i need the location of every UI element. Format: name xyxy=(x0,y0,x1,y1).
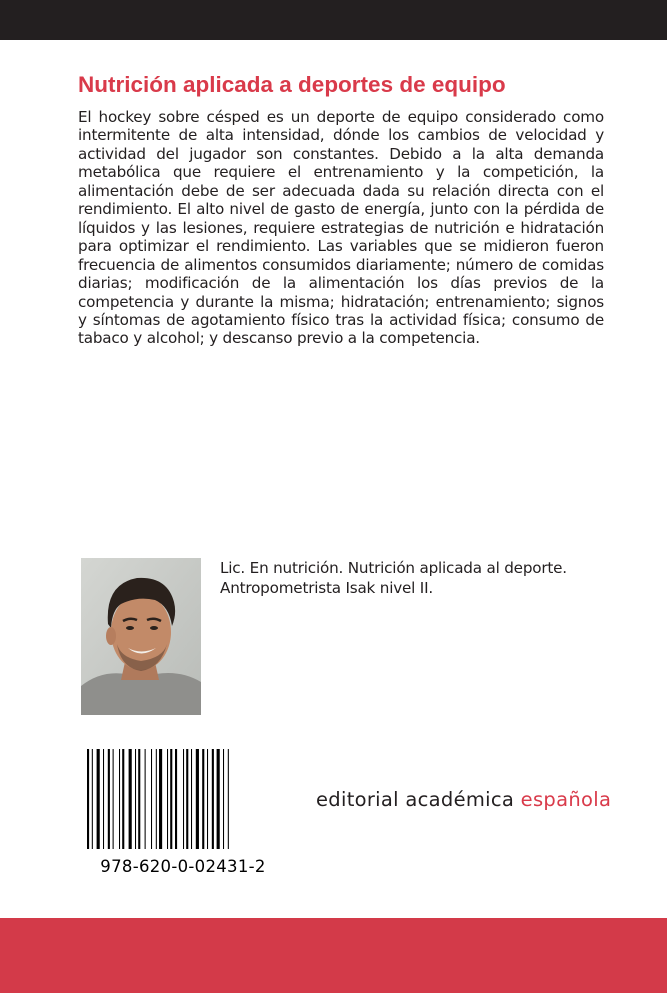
top-band xyxy=(0,0,667,40)
author-bio-line: Antropometrista Isak nivel II. xyxy=(220,579,433,597)
publisher-name: editorial académica xyxy=(316,788,515,811)
author-bio-line: Lic. En nutrición. Nutrición aplicada al deporte. xyxy=(220,559,567,577)
bottom-band xyxy=(0,918,667,993)
page-title: Nutrición aplicada a deportes de equipo xyxy=(78,72,506,97)
author-photo xyxy=(81,558,201,715)
publisher-name-accent: española xyxy=(520,788,612,811)
author-bio xyxy=(220,558,640,598)
author-portrait-image xyxy=(81,558,201,715)
barcode xyxy=(87,749,279,849)
isbn-number: 978-620-0-02431-2 xyxy=(100,857,266,876)
body-paragraph: El hockey sobre césped es un deporte de equipo considerado como intermitente de alta intensidad, dónde los cambios de velocidad y actividad del jugador son constantes. Debido a la alta demanda metabólica que requiere el entrenamiento y la competición, la alimentación debe de ser adecuada dada su relación directa con el rendimiento. El alto nivel de gasto de energía, junto con la pérdida de líquidos y las lesiones, requiere estrategias de nutrición e hidratación para optimizar el rendimiento. Las variables que se midieron fueron frecuencia de alimentos consumidos diariamente; número de comidas diarias; modificación de la alimentación los días previos de la competencia y durante la misma; hidratación; entrenamiento; signos y síntomas de agotamiento físico tras la actividad física; consumo de tabaco y alcohol; y descanso previo a la competencia. xyxy=(78,108,604,348)
publisher-logo xyxy=(316,788,611,811)
